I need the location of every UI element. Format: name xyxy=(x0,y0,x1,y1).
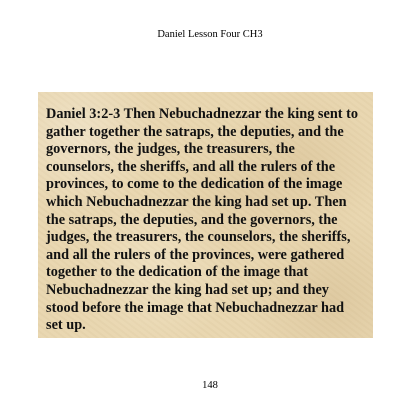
page-header-title: Daniel Lesson Four CH3 xyxy=(157,29,263,40)
scripture-line: gather together the satraps, the deputies, and the xyxy=(46,123,344,140)
scripture-line: the satraps, the deputies, and the governors, the xyxy=(46,211,338,228)
scripture-line: together to the dedication of the image that xyxy=(46,264,309,281)
scripture-line: which Nebuchadnezzar the king had set up. Then xyxy=(46,193,347,210)
scripture-line: Nebuchadnezzar the king had set up; and they xyxy=(46,281,329,298)
scripture-line: set up. xyxy=(46,317,86,334)
scripture-line: stood before the image that Nebuchadnezzar had xyxy=(46,299,345,316)
scripture-line: and all the rulers of the provinces, were gathered xyxy=(46,246,345,263)
scripture-slide xyxy=(38,92,373,338)
scripture-line: judges, the treasurers, the counselors, the sheriffs, xyxy=(46,229,351,246)
scripture-line: counselors, the sheriffs, and all the rulers of the xyxy=(46,158,336,175)
scripture-text xyxy=(46,106,367,335)
scripture-line: governors, the judges, the treasurers, the xyxy=(46,141,295,158)
scripture-line: Daniel 3:2-3 Then Nebuchadnezzar the king sent to xyxy=(46,106,359,122)
scripture-line: provinces, to come to the dedication of the image xyxy=(46,176,343,193)
page-number: 148 xyxy=(202,380,218,391)
